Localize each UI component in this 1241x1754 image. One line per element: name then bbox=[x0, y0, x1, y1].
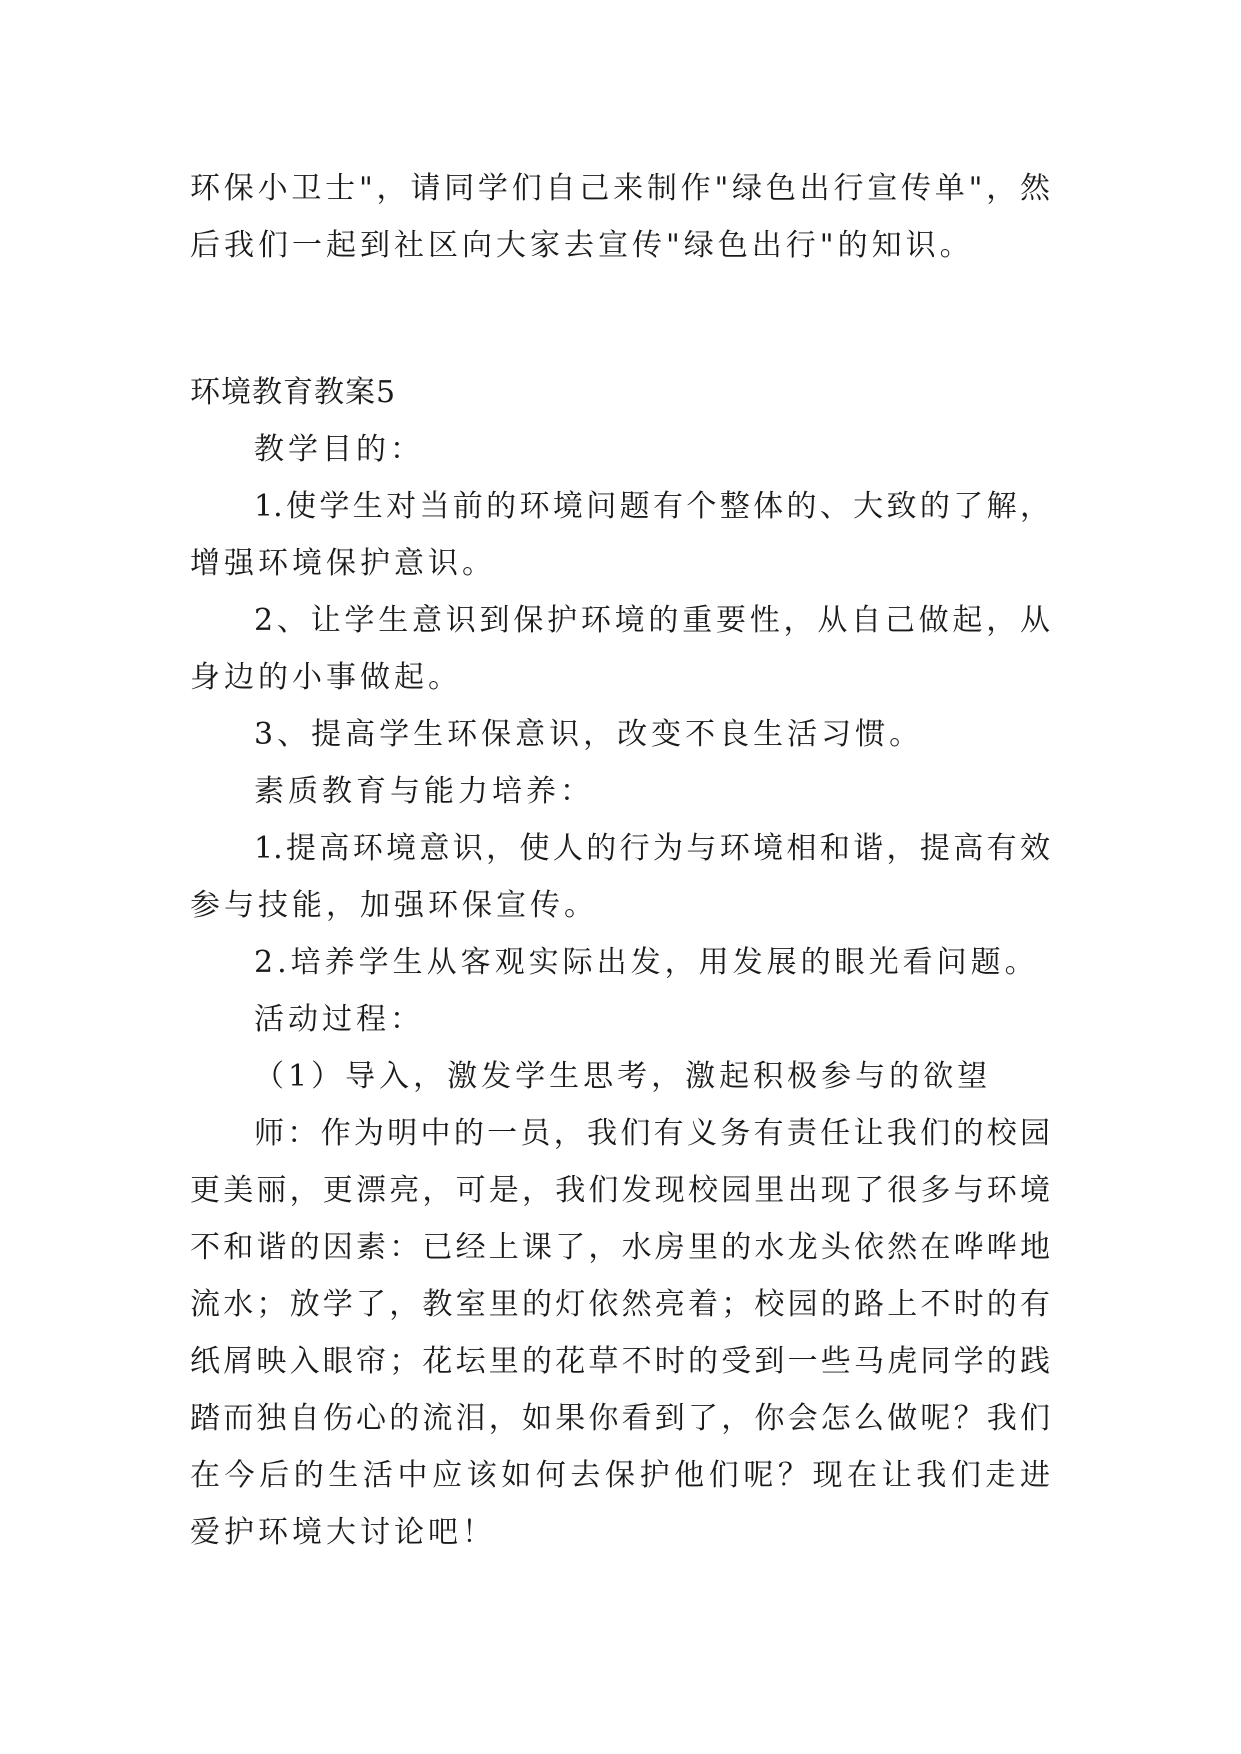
activity-heading: 活动过程： bbox=[254, 1002, 424, 1037]
goal-2-line-1: 2、让学生意识到保护环境的重要性，从自己做起，从 bbox=[254, 603, 1050, 638]
section-spacer bbox=[190, 274, 1050, 364]
goal-1-line-2: 增强环境保护意识。 bbox=[190, 546, 496, 581]
quality-1-line-2: 参与技能，加强环保宣传。 bbox=[190, 888, 598, 923]
quality-1-line-1: 1.提高环境意识，使人的行为与环境相和谐，提高有效 bbox=[254, 831, 1050, 866]
teacher-line-7: 在今后的生活中应该如何去保护他们呢？现在让我们走进 bbox=[190, 1458, 1050, 1493]
teacher-line-6: 踏而独自伤心的流泪，如果你看到了，你会怎么做呢？我们 bbox=[190, 1401, 1050, 1436]
goals-heading: 教学目的： bbox=[254, 432, 424, 467]
intro-line-1: 环保小卫士"，请同学们自己来制作"绿色出行宣传单"，然 bbox=[190, 171, 1050, 206]
document-body bbox=[190, 160, 1050, 1561]
goal-1-line-1: 1.使学生对当前的环境问题有个整体的、大致的了解， bbox=[254, 489, 1050, 524]
teacher-line-3: 不和谐的因素：已经上课了，水房里的水龙头依然在哗哗地 bbox=[190, 1230, 1050, 1265]
section-title: 环境教育教案5 bbox=[190, 375, 397, 410]
teacher-line-4: 流水；放学了，教室里的灯依然亮着；校园的路上不时的有 bbox=[190, 1287, 1050, 1322]
quality-heading: 素质教育与能力培养： bbox=[254, 774, 594, 809]
goal-2-line-2: 身边的小事做起。 bbox=[190, 660, 462, 695]
quality-2: 2.培养学生从客观实际出发，用发展的眼光看问题。 bbox=[254, 945, 1039, 980]
teacher-line-1: 师：作为明中的一员，我们有义务有责任让我们的校园 bbox=[254, 1116, 1050, 1151]
teacher-line-8: 爱护环境大讨论吧！ bbox=[190, 1515, 496, 1550]
teacher-line-2: 更美丽，更漂亮，可是，我们发现校园里出现了很多与环境 bbox=[190, 1173, 1050, 1208]
goal-3: 3、提高学生环保意识，改变不良生活习惯。 bbox=[254, 717, 924, 752]
step-1: （1）导入，激发学生思考，激起积极参与的欲望 bbox=[254, 1059, 992, 1094]
teacher-line-5: 纸屑映入眼帘；花坛里的花草不时的受到一些马虎同学的践 bbox=[190, 1344, 1050, 1379]
intro-line-2: 后我们一起到社区向大家去宣传"绿色出行"的知识。 bbox=[190, 228, 974, 263]
